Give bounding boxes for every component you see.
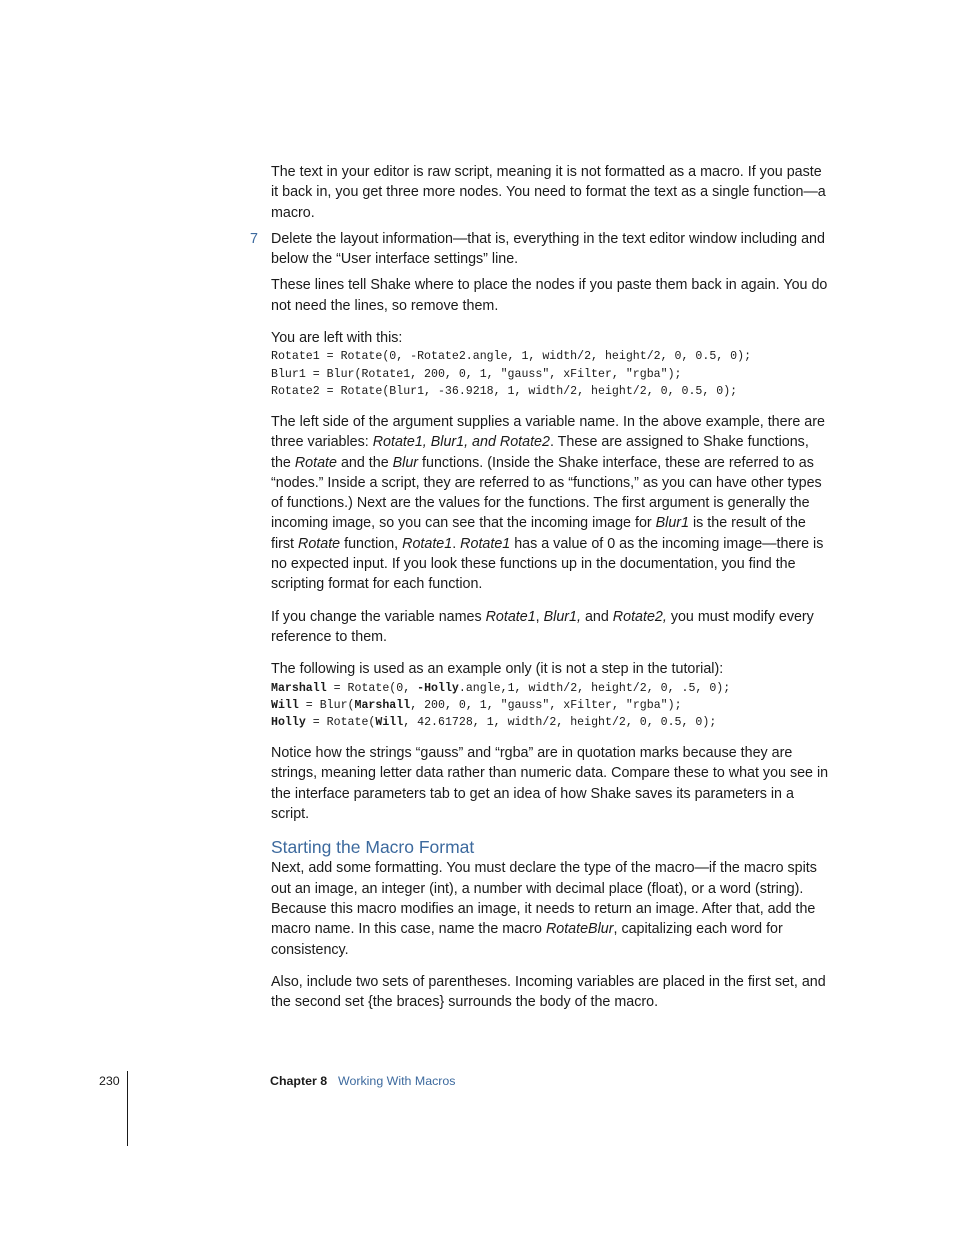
paragraph-layout-lines: These lines tell Shake where to place the nodes if you paste them back in again. You do not need the lines, so remove them. <box>271 277 828 314</box>
step-7 <box>250 229 831 270</box>
paragraph-left-with: You are left with this: <box>271 330 403 347</box>
paragraph-example-note: The following is used as an example only (it is not a step in the tutorial): <box>271 661 724 678</box>
section-heading: Starting the Macro Format <box>271 837 475 858</box>
paragraph-rename: If you change the variable names Rotate1, Blur1, and Rotate2, you must modify every reference to them. <box>271 608 814 645</box>
chapter-label: Chapter 8 <box>270 1074 328 1088</box>
paragraph-raw-script: The text in your editor is raw script, meaning it is not formatted as a macro. If you paste it back in, you get three more nodes. You need to format the text as a single function—a macro. <box>271 164 826 221</box>
page-content <box>250 162 831 1012</box>
step-text: Delete the layout information—that is, everything in the text editor window including and below the “User interface settings” line. <box>271 230 825 268</box>
code-line: Rotate2 = Rotate(Blur1, -36.9218, 1, width/2, height/2, 0, 0.5, 0); <box>271 384 738 398</box>
code-block-script <box>271 348 831 400</box>
code-block-example <box>271 680 831 732</box>
footer-divider <box>127 1071 128 1146</box>
paragraph-formatting: Next, add some formatting. You must declare the type of the macro—if the macro spits out an image, an integer (int), a number with decimal place (float), or a word (string). Because this macro modifies an image, it needs to return an image. After that, add the macro name. In this case, name the macro RotateBlur, capitalizing each word for consistency. <box>271 860 817 958</box>
code-line: Marshall = Rotate(0, -Holly.angle,1, width/2, height/2, 0, .5, 0); <box>271 681 731 695</box>
step-number: 7 <box>250 230 258 247</box>
code-line: Holly = Rotate(Will, 42.61728, 1, width/2, height/2, 0, 0.5, 0); <box>271 715 717 729</box>
paragraph-parentheses: Also, include two sets of parentheses. Incoming variables are placed in the first set, and the second set {the braces} surrounds the body of the macro. <box>271 973 826 1011</box>
chapter-title: Working With Macros <box>338 1074 456 1088</box>
paragraph-strings: Notice how the strings “gauss” and “rgba” are in quotation marks because they are strings, meaning letter data rather than numeric data. Compare these to what you see in the interface parameters tab to get an idea of how Shake saves its parameters in a script. <box>271 745 829 823</box>
paragraph-variables: The left side of the argument supplies a variable name. In the above example, there are three variables: Rotate1, Blur1, and Rotate2. These are assigned to Shake functions, the Rotate and the Blur functions. (Inside the Shake interface, these are referred to as “nodes.” Inside a script, they are referred to as “functions,” as you can have other types of functions.) Next are the values for the functions. The first argument is generally the incoming image, so you can see that the incoming image for Blur1 is the result of the first Rotate function, Rotate1. Rotate1 has a value of 0 as the incoming image—there is no expected input. If you look these functions up in the documentation, you find the scripting format for each function. <box>271 413 825 593</box>
page-number: 230 <box>99 1074 120 1088</box>
code-line: Rotate1 = Rotate(0, -Rotate2.angle, 1, width/2, height/2, 0, 0.5, 0); <box>271 350 752 364</box>
code-line: Blur1 = Blur(Rotate1, 200, 0, 1, "gauss", xFilter, "rgba"); <box>271 367 682 381</box>
code-line: Will = Blur(Marshall, 200, 0, 1, "gauss", xFilter, "rgba"); <box>271 698 682 712</box>
